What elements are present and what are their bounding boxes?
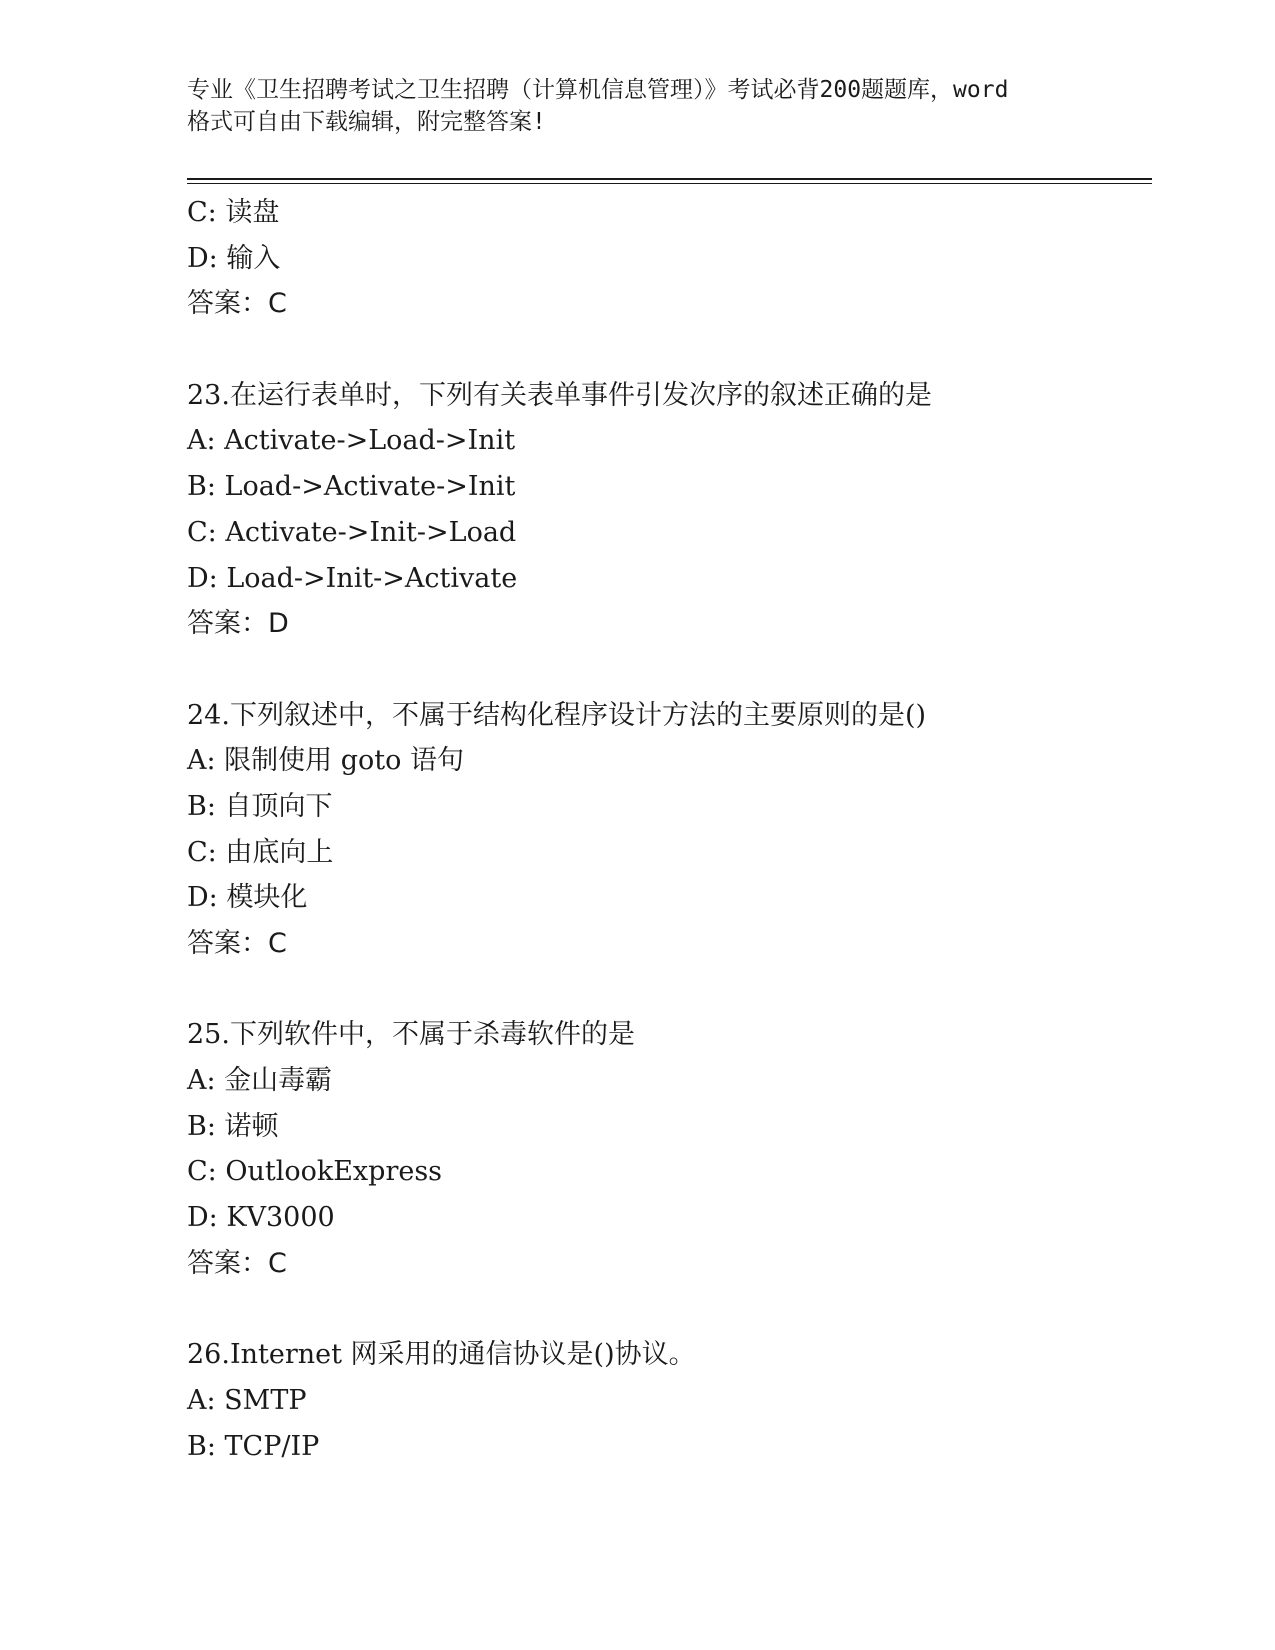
option-c: C: 由底向上	[187, 836, 334, 868]
spacer	[187, 327, 1147, 373]
spacer	[187, 1287, 1147, 1333]
option-b: B: TCP/IP	[187, 1430, 320, 1462]
spacer	[187, 967, 1147, 1013]
spacer	[187, 647, 1147, 693]
option-b: B: 自顶向下	[187, 790, 333, 822]
question-text: 26.Internet 网采用的通信协议是()协议。	[187, 1339, 696, 1371]
option-a: A: Activate->Load->Init	[187, 425, 516, 457]
answer-line: 答案：C	[187, 928, 287, 959]
header-divider-thick	[187, 178, 1152, 180]
option-a: A: 限制使用 goto 语句	[187, 745, 464, 777]
answer-line: 答案：C	[187, 1247, 287, 1279]
header-title-line-1: 专业《卫生招聘考试之卫生招聘（计算机信息管理）》考试必背200题题库，word	[187, 77, 1009, 103]
answer-line: 答案：C	[187, 288, 287, 320]
question-text: 24.下列叙述中，不属于结构化程序设计方法的主要原则的是()	[187, 699, 927, 731]
option-b: B: 诺顿	[187, 1110, 279, 1142]
option-c: C: Activate->Init->Load	[187, 516, 517, 548]
option-c: C: 读盘	[187, 197, 280, 228]
option-c: C: OutlookExpress	[187, 1156, 443, 1188]
option-d: D: Load->Init->Activate	[187, 562, 518, 594]
option-b: B: Load->Activate->Init	[187, 471, 516, 503]
question-list	[187, 190, 1147, 1469]
option-a: A: SMTP	[187, 1384, 307, 1416]
option-d: D: KV3000	[187, 1202, 335, 1234]
question-text: 25.下列软件中，不属于杀毒软件的是	[187, 1019, 635, 1051]
option-a: A: 金山毒霸	[187, 1065, 333, 1097]
document-header	[187, 74, 1087, 138]
option-d: D: 模块化	[187, 882, 308, 914]
question-text: 23.在运行表单时，下列有关表单事件引发次序的叙述正确的是	[187, 379, 932, 411]
option-d: D: 输入	[187, 242, 281, 274]
header-divider-thin	[187, 183, 1152, 184]
header-title-line-2: 格式可自由下载编辑，附完整答案!	[187, 109, 546, 135]
answer-line: 答案：D	[187, 608, 289, 640]
